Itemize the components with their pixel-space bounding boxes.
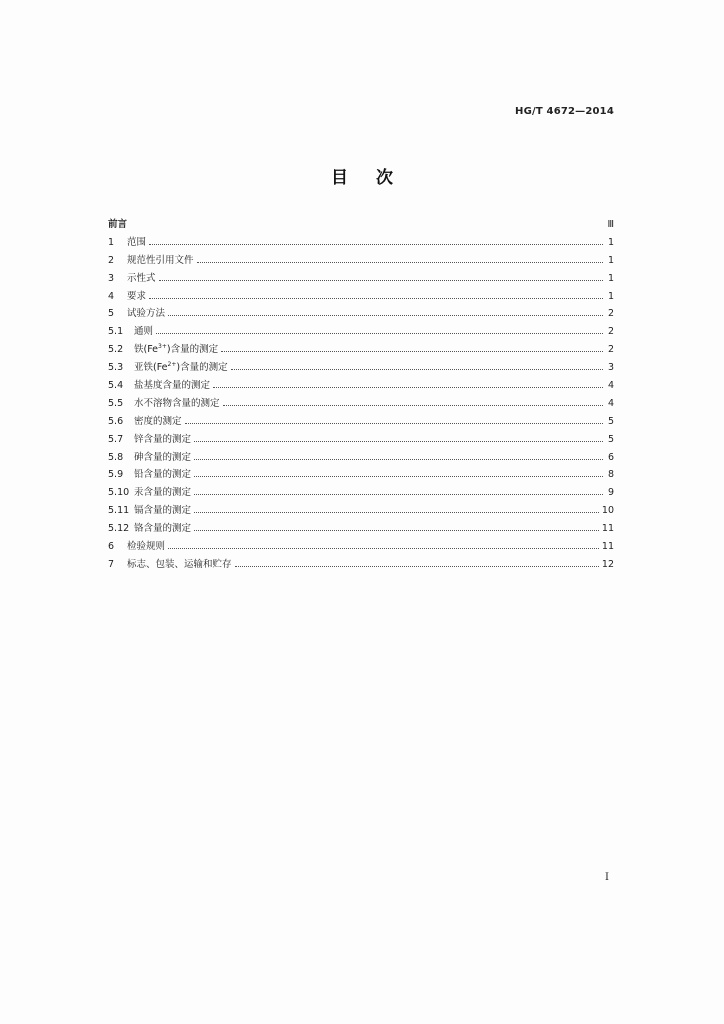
toc-leader [156,332,603,334]
toc-entry-number: 5.7 [108,433,124,445]
toc-entry[interactable] [108,305,614,323]
toc-entry-page: 1 [607,290,614,302]
toc-entry-label: 镉含量的测定 [134,505,192,517]
toc-leader [149,243,603,245]
toc-entry[interactable] [108,252,614,270]
toc-entry-page: 9 [607,487,614,499]
toc-leader [213,386,603,388]
toc-entry[interactable] [108,270,614,288]
toc-entry-label: 水不溶物含量的测定 [134,397,220,409]
toc-leader [149,297,603,299]
toc-entry-page: 11 [601,541,614,553]
toc-entry[interactable] [108,413,614,431]
toc-leader [194,458,603,460]
toc-entry-label: 检验规则 [127,541,166,553]
toc-leader [168,547,599,549]
toc-leader [194,529,599,531]
toc-title: 目次 [331,168,421,188]
toc-leader [130,226,603,227]
toc-entry-page: 11 [601,523,614,535]
toc-entry-page: 12 [601,558,614,570]
toc-entry-number: 5.1 [108,326,124,338]
toc-entry-label [134,359,231,373]
toc-entry-page: 8 [607,469,614,481]
toc-entry-number: 5.11 [108,505,130,517]
toc-entry-number: 7 [108,558,115,570]
toc-leader [168,314,603,316]
toc-entry-number: 5 [108,308,115,320]
toc-entry-number: 5.10 [108,487,130,499]
toc-entry-page: 5 [607,415,614,427]
superscript-charge: 2+ [167,361,177,369]
toc-entry-page: 10 [601,505,614,517]
toc-entry-label: 通则 [134,326,154,338]
toc-entry-label: 铅含量的测定 [134,469,192,481]
toc-entry-label: 密度的测定 [134,415,182,427]
toc-entry[interactable] [108,395,614,413]
toc-entry-number: 5.12 [108,523,130,535]
toc-entry-label: 汞含量的测定 [134,487,192,499]
toc-entry-label: 示性式 [127,272,156,284]
toc-entry[interactable] [108,502,614,520]
toc-entry-page: 2 [607,326,614,338]
document-code: HG/T 4672—2014 [515,106,614,117]
toc-leader [194,440,603,442]
toc-entry-number: 4 [108,290,115,302]
toc-label-text: )含量的测定 [166,344,219,356]
toc-leader [235,565,599,567]
toc-entry-page: 1 [607,272,614,284]
toc-entry-page: 3 [607,362,614,374]
table-of-contents [108,216,614,574]
toc-entry-number: 2 [108,254,115,266]
toc-entry-label: 锌含量的测定 [134,433,192,445]
toc-entry-page: 1 [607,254,614,266]
toc-entry[interactable] [108,431,614,449]
toc-entry-page: 6 [607,451,614,463]
toc-entry-number: 5.5 [108,397,124,409]
superscript-charge: 3+ [158,343,167,351]
toc-entry-label: 标志、包装、运输和贮存 [127,558,232,570]
toc-leader [185,422,603,424]
toc-entry-label: 砷含量的测定 [134,451,192,463]
toc-entry-number: 5.2 [108,344,124,356]
toc-entry-preface[interactable] [108,216,614,234]
toc-leader [223,404,603,406]
toc-entry-page: 5 [607,433,614,445]
toc-entry[interactable] [108,288,614,306]
toc-entry-page: 2 [607,344,614,356]
toc-leader [194,475,603,477]
toc-entry-number: 5.8 [108,451,124,463]
toc-entry-number: 3 [108,272,115,284]
toc-label-text: )含量的测定 [176,362,228,374]
toc-entry-page: 4 [607,380,614,392]
toc-entry-number: 5.6 [108,415,124,427]
toc-entry[interactable] [108,484,614,502]
footer-page-number: Ⅰ [605,872,609,883]
toc-entry[interactable] [108,466,614,484]
toc-entry-label [134,341,221,355]
toc-entry-label: 要求 [127,290,147,302]
toc-entry-page: 4 [607,397,614,409]
toc-entry[interactable] [108,341,614,359]
toc-entry[interactable] [108,538,614,556]
toc-entry-label: 盐基度含量的测定 [134,380,211,392]
toc-entry[interactable] [108,234,614,252]
toc-entry[interactable] [108,556,614,574]
toc-entry-number: 6 [108,541,115,553]
toc-leader [231,368,603,370]
toc-entry-number: 5.3 [108,362,124,374]
toc-entry[interactable] [108,377,614,395]
toc-entry[interactable] [108,520,614,538]
toc-entry-number: 5.9 [108,469,124,481]
toc-entry-number: 1 [108,236,115,248]
toc-entry-page: 1 [607,236,614,248]
toc-entry-label: 范围 [127,236,147,248]
toc-leader [194,511,599,513]
toc-entry[interactable] [108,323,614,341]
toc-entry-page: Ⅲ [607,219,614,230]
toc-leader [221,350,603,352]
toc-entry-label: 铬含量的测定 [134,523,192,535]
toc-entry-label: 试验方法 [127,308,166,320]
toc-leader [197,261,603,263]
toc-entry[interactable] [108,359,614,377]
toc-entry-number: 5.4 [108,380,124,392]
toc-entry[interactable] [108,449,614,467]
toc-label-text: 铁(Fe [134,344,158,356]
toc-entry-label: 规范性引用文件 [127,254,194,266]
toc-label-text: 亚铁(Fe [134,362,168,374]
toc-entry-label: 前言 [108,219,128,230]
toc-leader [159,279,603,281]
toc-leader [194,493,603,495]
toc-entry-page: 2 [607,308,614,320]
